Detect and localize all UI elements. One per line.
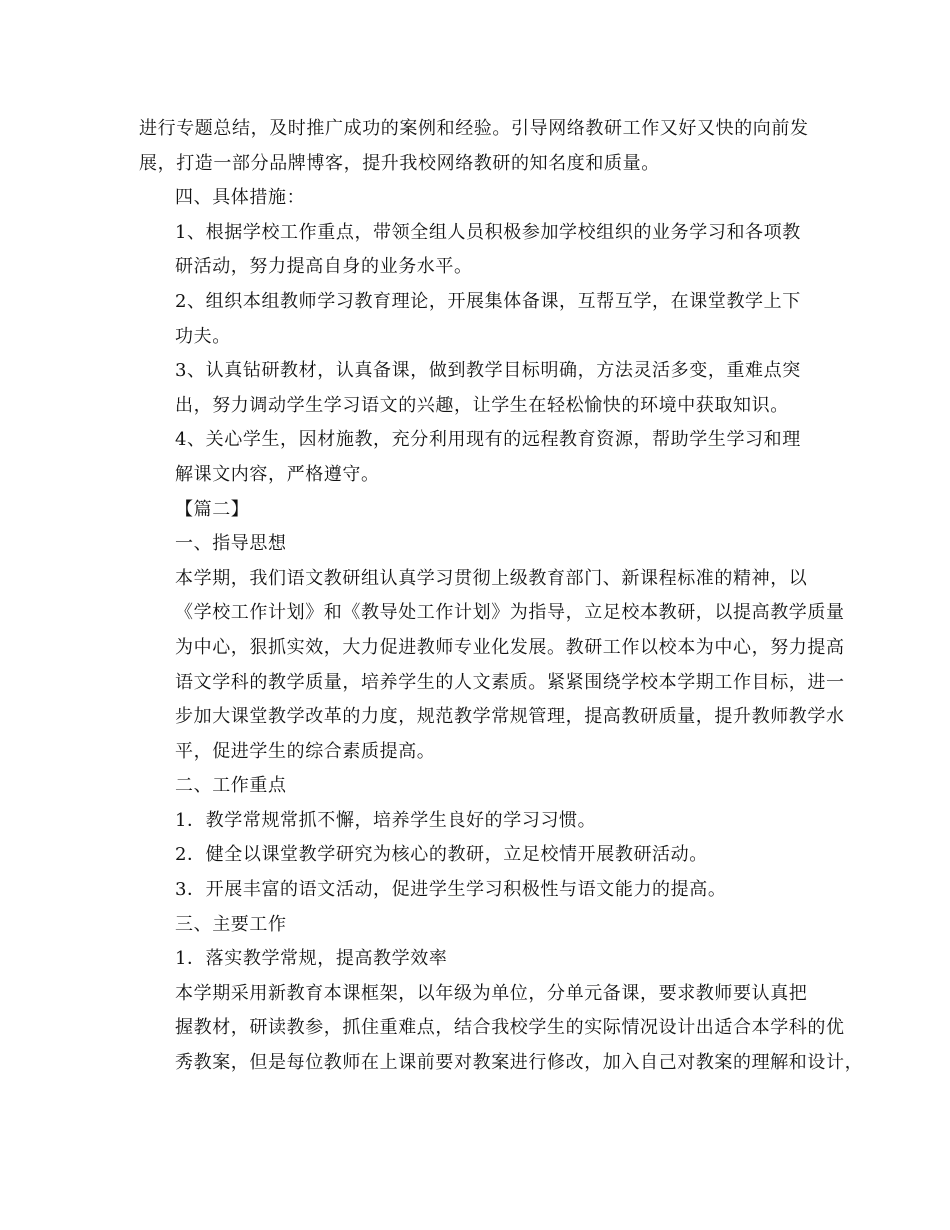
text-line: 3、认真钻研教材，认真备课，做到教学目标明确，方法灵活多变，重难点突 <box>175 360 801 382</box>
text-line: 1．落实教学常规，提高教学效率 <box>175 948 448 970</box>
text-line: 一、指导思想 <box>175 533 287 555</box>
paragraph-focus-2 <box>139 838 815 873</box>
paragraph-heading-measures <box>139 181 815 216</box>
text-line: 本学期采用新教育本课框架，以年级为单位，分单元备课，要求教师要认真把 <box>175 982 808 1004</box>
paragraph-guiding-body <box>139 562 845 770</box>
text-line: 2、组织本组教师学习教育理论，开展集体备课，互帮互学，在课堂教学上下 <box>175 290 801 312</box>
text-line: 进行专题总结，及时推广成功的案例和经验。引导网络教研工作又好又快的向前发 <box>139 118 809 139</box>
paragraph-heading-main-work <box>139 908 815 943</box>
text-line: 秀教案，但是每位教师在上课前要对教案进行修改，加入自己对教案的理解和设计， <box>175 1052 864 1074</box>
text-line: 解课文内容，严格遵守。 <box>175 463 380 485</box>
text-line: 2．健全以课堂教学研究为核心的教研，立足校情开展教研活动。 <box>175 844 708 866</box>
text-line: 3．开展丰富的语文活动，促进学生学习积极性与语文能力的提高。 <box>175 879 727 901</box>
paragraph-measure-4 <box>139 423 815 492</box>
paragraph-heading-guiding <box>139 527 815 562</box>
paragraph-section-2 <box>139 493 815 528</box>
text-line: 步加大课堂教学改革的力度，规范教学常规管理，提高教研质量，提升教师教学水 <box>175 706 845 728</box>
text-line: 语文学科的教学质量，培养学生的人文素质。紧紧围绕学校本学期工作目标，进一 <box>175 671 845 693</box>
paragraph-heading-focus <box>139 769 815 804</box>
text-line: 四、具体措施： <box>175 187 306 209</box>
paragraph-focus-1 <box>139 804 815 839</box>
text-line: 出，努力调动学生学习语文的兴趣，让学生在轻松愉快的环境中获取知识。 <box>175 394 789 416</box>
text-line: 1．教学常规常抓不懈，培养学生良好的学习习惯。 <box>175 809 597 831</box>
text-line: 展，打造一部分品牌博客，提升我校网络教研的知名度和质量。 <box>139 152 660 174</box>
text-line: 功夫。 <box>175 325 231 347</box>
paragraph-main-work-1 <box>139 942 815 977</box>
document-body <box>139 112 864 1081</box>
text-line: 《学校工作计划》和《教导处工作计划》为指导，立足校本教研，以提高教学质量 <box>175 602 845 624</box>
paragraph-focus-3 <box>139 873 815 908</box>
text-line: 平，促进学生的综合素质提高。 <box>175 740 436 762</box>
paragraph-measure-3 <box>139 354 815 423</box>
text-line: 4、关心学生，因材施教，充分利用现有的远程教育资源，帮助学生学习和理 <box>175 429 801 451</box>
paragraph-continuation <box>139 112 815 181</box>
paragraph-measure-2 <box>139 285 815 354</box>
text-line: 本学期，我们语文教研组认真学习贯彻上级教育部门、新课程标准的精神，以 <box>175 567 808 589</box>
text-line: 【篇二】 <box>175 498 250 520</box>
text-line: 研活动，努力提高自身的业务水平。 <box>175 256 473 278</box>
text-line: 为中心，狠抓实效，大力促进教师专业化发展。教研工作以校本为中心，努力提高 <box>175 636 845 658</box>
text-line: 三、主要工作 <box>175 913 287 935</box>
text-line: 握教材，研读教参，抓住重难点，结合我校学生的实际情况设计出适合本学科的优 <box>175 1017 845 1039</box>
paragraph-measure-1 <box>139 216 815 285</box>
paragraph-main-work-body <box>139 977 864 1081</box>
text-line: 二、工作重点 <box>175 775 287 797</box>
text-line: 1、根据学校工作重点，带领全组人员积极参加学校组织的业务学习和各项教 <box>175 221 801 243</box>
